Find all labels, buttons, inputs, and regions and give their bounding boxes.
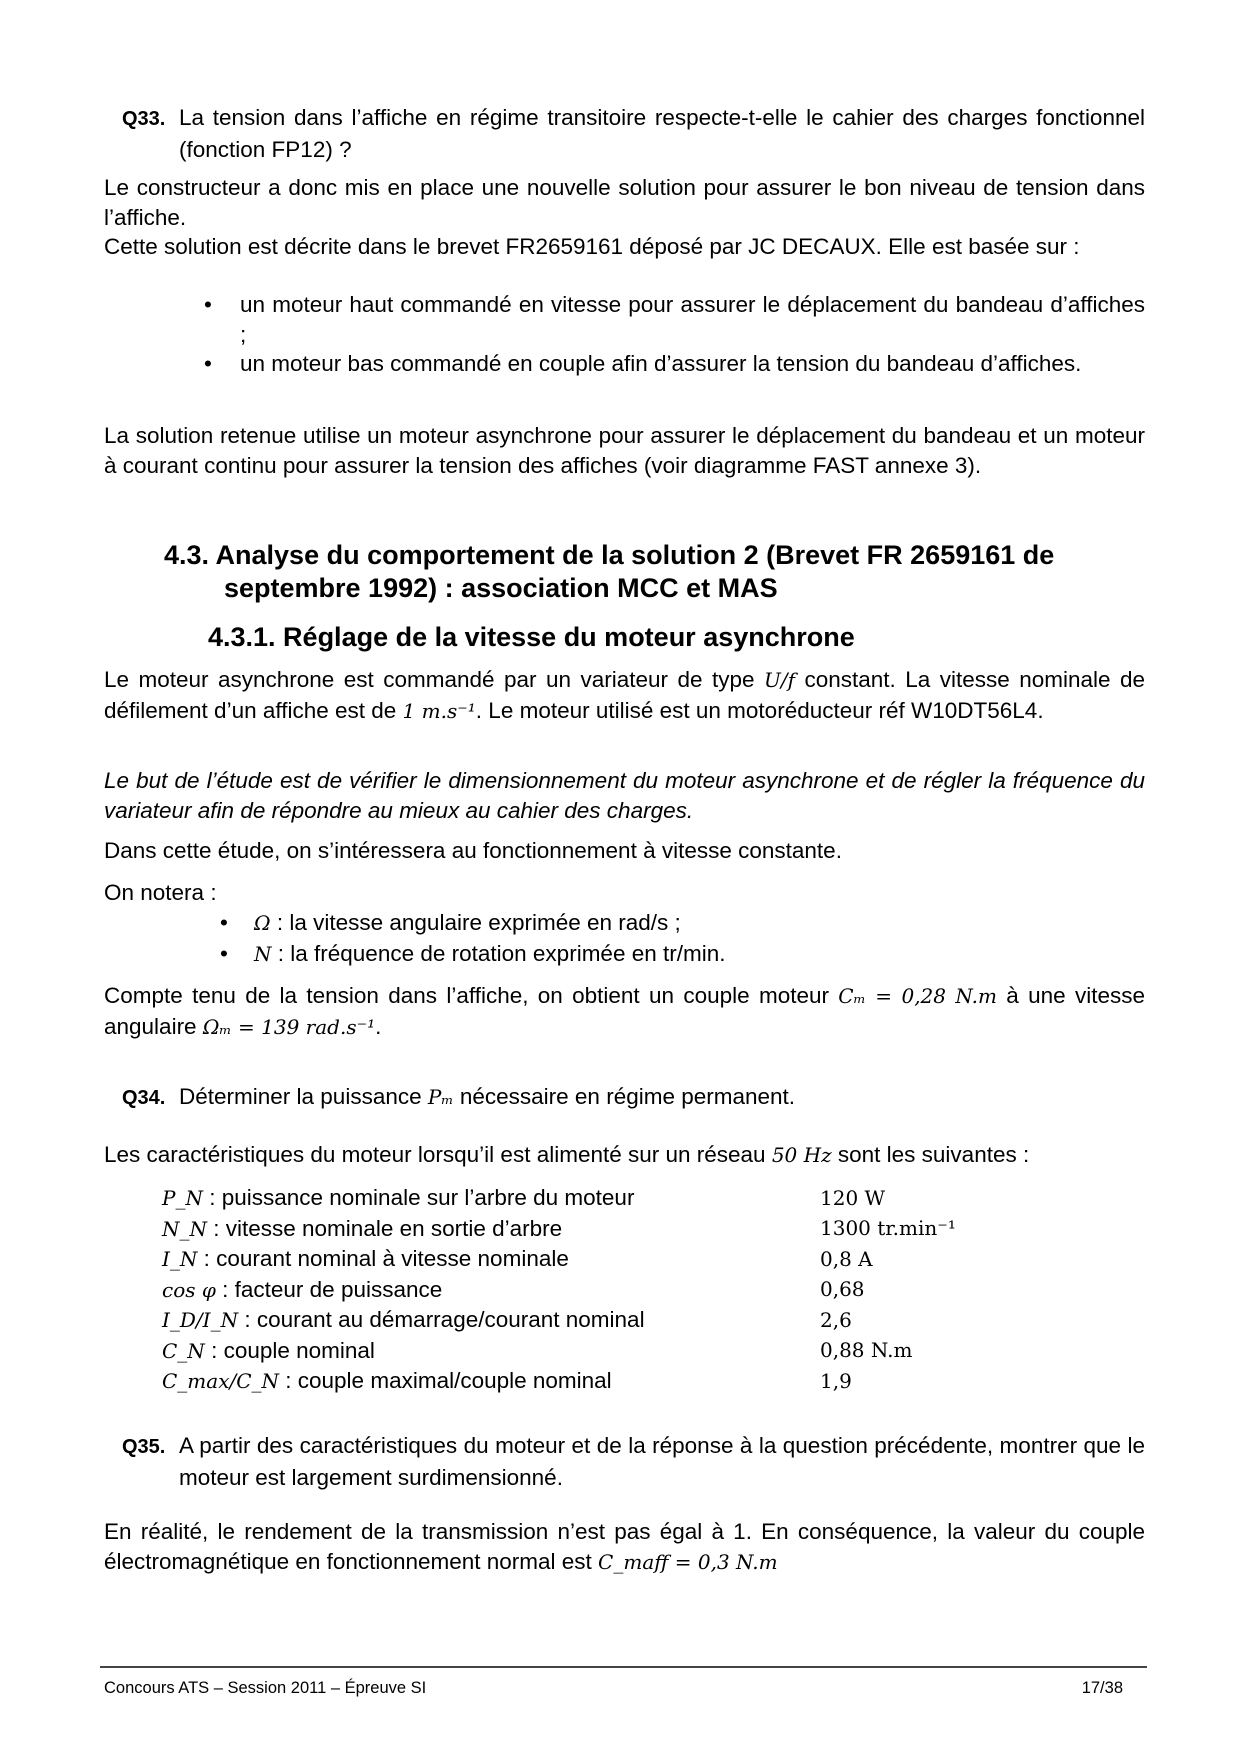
spec-symbol: P_N [162,1186,203,1210]
text: constant. La vitesse nominale de défilement d’un affiche est de [104,667,1145,723]
spec-symbol: I_N [162,1247,198,1271]
spec-label [162,1336,820,1367]
text: nécessaire en régime permanent. [453,1084,796,1109]
math: Ωₘ = 139 rad.s⁻¹ [202,1014,376,1039]
spec-description: : puissance nominale sur l’arbre du moteur [202,1185,635,1210]
math: U/f [763,668,795,692]
spec-label [162,1275,820,1306]
spec-symbol: cos φ [162,1277,216,1302]
paragraph: Dans cette étude, on s’intéressera au fonctionnement à vitesse constante. [104,838,842,863]
motor-specs-table [162,1183,1020,1397]
list-item: • un moteur bas commandé en couple afin d’assurer la tension du bandeau d’affiches. [104,349,1145,379]
list-item [104,939,1145,970]
paragraph: On notera : [104,880,217,905]
text: Le moteur asynchrone est commandé par un variateur de type [104,667,764,692]
spec-row [162,1183,1020,1214]
spec-description: : courant nominal à vitesse nominale [197,1246,569,1271]
spec-row [162,1305,1020,1336]
paragraph [104,1517,1145,1577]
question-text: La tension dans l’affiche en régime transitoire respecte-t-elle le cahier des charges fonctionnel (fonction FP12) ? [179,105,1145,162]
text: Les caractéristiques du moteur lorsqu’il est alimenté sur un réseau [104,1142,772,1167]
list-item: • un moteur haut commandé en vitesse pour assurer le déplacement du bandeau d’affiches ; [104,290,1145,349]
text: En réalité, le rendement de la transmission n’est pas égal à 1. En conséquence, la valeur du couple électromagnétique en fonctionnement normal est [104,1519,1145,1574]
spec-row [162,1366,1020,1397]
spec-label [162,1244,820,1275]
spec-description: : courant au démarrage/courant nominal [238,1307,645,1332]
question-34 [122,1082,1145,1114]
spec-label [162,1305,820,1336]
paragraph: Le constructeur a donc mis en place une nouvelle solution pour assurer le bon niveau de tension dans l’affiche. [104,175,1145,230]
question-33 [122,103,1145,164]
math: Pₘ [427,1085,454,1109]
text: : la fréquence de rotation exprimée en tr/min. [271,940,726,966]
spec-label [162,1366,820,1397]
footer-title: Concours ATS – Session 2011 – Épreuve SI [104,1679,427,1697]
spec-value: 120 W [820,1185,886,1210]
text: à une vitesse angulaire [104,983,1145,1039]
paragraph: La solution retenue utilise un moteur asynchrone pour assurer le déplacement du bandeau et un moteur à courant continu pour assurer la tension des affiches (voir diagramme FAST annexe 3). [104,423,1145,478]
paragraph [104,1140,1145,1171]
list-item [104,908,1145,939]
text: Compte tenu de la tension dans l’affiche, on obtient un couple moteur [104,983,839,1008]
spec-row [162,1336,1020,1367]
spec-row [162,1244,1020,1275]
text: . Le moteur utilisé est un motoréducteur réf W10DT56L4. [475,697,1044,723]
spec-symbol: N_N [162,1216,207,1241]
question-label: Q35. [122,1436,166,1458]
spec-value: 0,68 [820,1277,865,1301]
spec-description: : facteur de puissance [215,1276,443,1302]
question-text: A partir des caractéristiques du moteur et de la réponse à la question précédente, montrer que le moteur est largement surdimensionné. [179,1433,1145,1490]
spec-symbol: C_N [162,1338,205,1363]
math: Ω [254,911,271,935]
text: : la vitesse angulaire exprimée en rad/s ; [270,910,681,935]
spec-symbol: C_max/C_N [162,1369,280,1393]
question-35 [122,1431,1145,1492]
spec-row [162,1275,1020,1306]
paragraph [104,665,1145,726]
paragraph: Cette solution est décrite dans le brevet FR2659161 déposé par JC DECAUX. Elle est basée sur : [104,234,1080,259]
page-number: 17/38 [1081,1679,1123,1697]
math: 1 m.s⁻¹ [402,698,476,723]
math: Cₘ = 0,28 N.m [838,984,997,1008]
bullet-list [104,908,1145,969]
spec-value: 1300 tr.min⁻¹ [820,1216,956,1240]
spec-value: 0,8 A [820,1246,873,1271]
spec-symbol: I_D/I_N [162,1308,239,1332]
spec-value: 1,9 [820,1368,852,1393]
text: Déterminer la puissance [179,1084,428,1109]
question-label: Q33. [122,108,166,130]
spec-value: 2,6 [820,1307,852,1332]
question-label: Q34. [122,1087,166,1109]
spec-description: : couple maximal/couple nominal [279,1368,612,1393]
math: N [254,941,272,966]
spec-row [162,1214,1020,1245]
spec-label [162,1214,820,1245]
spec-value: 0,88 N.m [820,1338,913,1362]
italic-paragraph: Le but de l’étude est de vérifier le dimensionnement du moteur asynchrone et de régler la fréquence du variateur afin de répondre au mieux au cahier des charges. [104,768,1145,823]
math: C_maff = 0,3 N.m [598,1549,778,1574]
text: . [375,1013,382,1039]
spec-description: : couple nominal [204,1337,375,1363]
section-heading: 4.3. Analyse du comportement de la solution 2 (Brevet FR 2659161 de septembre 1992) : association MCC et MAS [164,540,1055,603]
footer [100,1666,1147,1697]
text: sont les suivantes : [831,1142,1030,1167]
math: 50 Hz [771,1143,832,1167]
spec-label [162,1183,820,1214]
spec-description: : vitesse nominale en sortie d’arbre [207,1215,563,1241]
subsection-heading: 4.3.1. Réglage de la vitesse du moteur asynchrone [208,622,855,652]
paragraph [104,981,1145,1042]
bullet-list [104,290,1145,379]
